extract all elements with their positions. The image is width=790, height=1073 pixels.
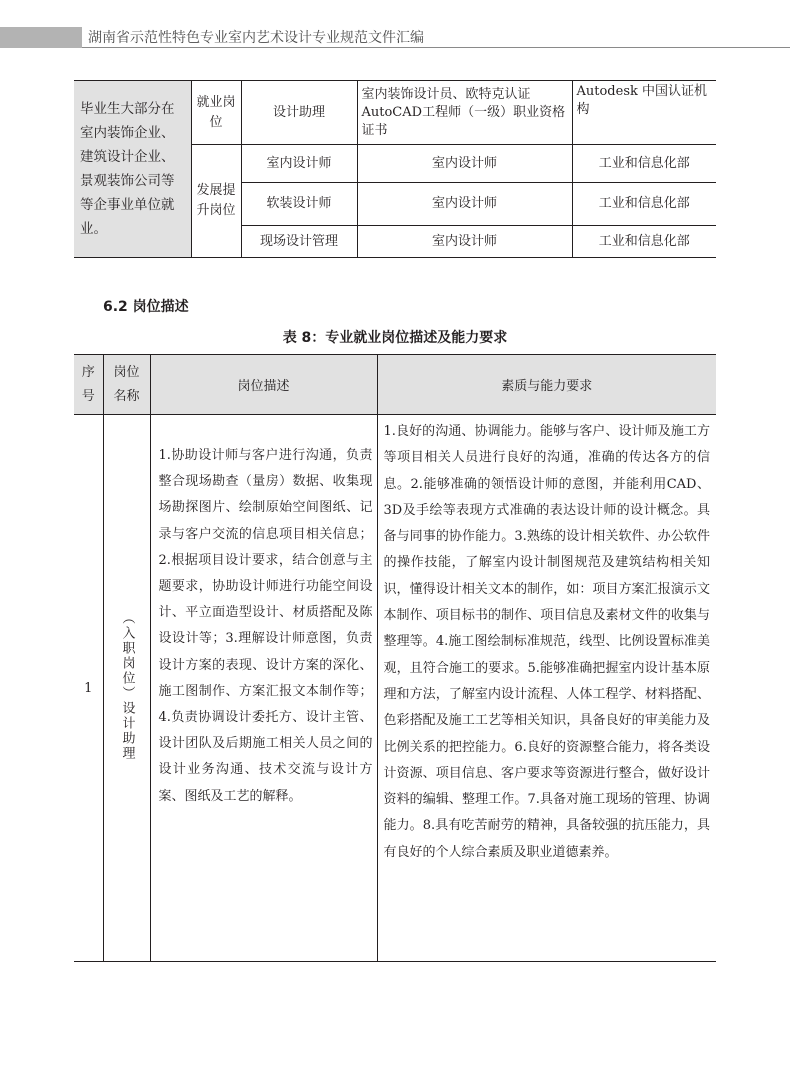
post-name-cell: 现场设计管理	[241, 226, 357, 258]
table-caption: 表 8：专业就业岗位描述及能力要求	[282, 330, 508, 346]
certificate-cell: 室内装饰设计员、欧特克认证AutoCAD工程师（一级）职业资格证书	[357, 81, 572, 145]
row-requirements: 1.良好的沟通、协调能力。能够与客户、设计师及施工方等项目相关人员进行良好的沟通，准确的传达各方的信息。2.能够准确的领悟设计师的意图，并能利用CAD、3D及手绘等表现方式准确的表达设计师的设计概念。具备与同事的协作能力。3.熟练的设计相关软件、办公软件的操作技能，了解室内设计制图规范及建筑结构相关知识，懂得设计相关文本的制作，如：项目方案汇报演示文本制作、项目标书的制作、项目信息及素材文件的收集与整理等。4.施工图绘制标准规范，线型、比例设置标准美观，且符合施工的要求。5.能够准确把握室内设计基本原理和方法，了解室内设计流程、人体工程学、材料搭配、色彩搭配及施工工艺等相关知识，具备良好的审美能力及比例关系的把控能力。6.良好的资源整合能力，将各类设计资源、项目信息、客户要求等资源进行整合，做好设计资料的编辑、整理工作。7.具备对施工现场的管理、协调能力。8.具有吃苦耐劳的精神，具备较强的抗压能力，具有良好的个人综合素质及职业道德素养。	[377, 415, 716, 962]
header-rule	[82, 47, 790, 48]
certificate-cell: 室内设计师	[357, 145, 572, 183]
development-post-category: 发展提升岗位	[191, 145, 241, 258]
row-post-name: （入职岗位）设计助理	[103, 415, 150, 962]
header-description: 岗位描述	[150, 355, 377, 415]
running-header-title: 湖南省示范性特色专业室内艺术设计专业规范文件汇编	[88, 30, 424, 46]
issuing-org-cell: 工业和信息化部	[572, 226, 716, 258]
entry-post-category: 就业岗位	[191, 81, 241, 145]
table-row	[74, 81, 716, 145]
employment-posts-table	[74, 80, 716, 258]
employment-summary-cell: 毕业生大部分在室内装饰企业、建筑设计企业、景观装饰公司等等企事业单位就业。	[74, 81, 191, 258]
header-bar	[0, 27, 82, 48]
post-name-cell: 设计助理	[241, 81, 357, 145]
post-name-cell: 室内设计师	[241, 145, 357, 183]
header-requirements: 素质与能力要求	[377, 355, 716, 415]
issuing-org-cell: 工业和信息化部	[572, 145, 716, 183]
post-description-table	[74, 354, 716, 962]
row-description: 1.协助设计师与客户进行沟通，负责整合现场勘查（量房）数据、收集现场勘探图片、绘制原始空间图纸、记录与客户交流的信息项目相关信息；2.根据项目设计要求，结合创意与主题要求，协助设计师进行功能空间设计、平立面造型设计、材质搭配及陈设设计等；3.理解设计师意图，负责设计方案的表现、设计方案的深化、施工图制作、方案汇报文本制作等；4.负责协调设计委托方、设计主管、设计团队及后期施工相关人员之间的设计业务沟通、技术交流与设计方案、图纸及工艺的解释。	[150, 415, 377, 962]
table-row	[74, 415, 716, 962]
header-post-name: 岗位名称	[103, 355, 150, 415]
row-seq: 1	[74, 415, 103, 962]
post-name-cell: 软装设计师	[241, 183, 357, 226]
certificate-cell: 室内设计师	[357, 183, 572, 226]
section-heading: 6.2 岗位描述	[103, 299, 189, 315]
certificate-cell: 室内设计师	[357, 226, 572, 258]
issuing-org-cell: Autodesk 中国认证机构	[572, 81, 716, 145]
header-seq: 序号	[74, 355, 103, 415]
table-header-row	[74, 355, 716, 415]
issuing-org-cell: 工业和信息化部	[572, 183, 716, 226]
